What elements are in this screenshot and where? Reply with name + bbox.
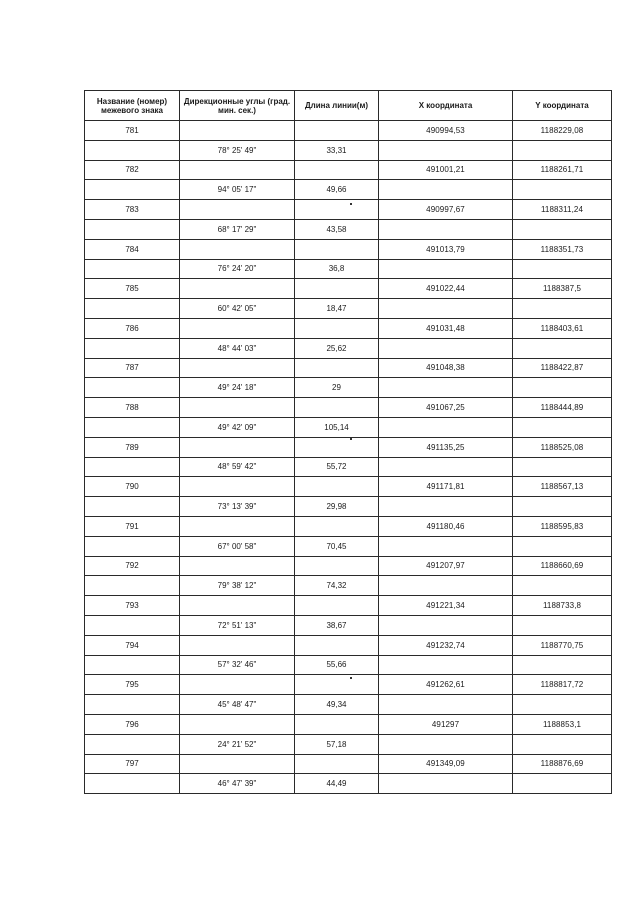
point-row bbox=[85, 754, 612, 774]
x-coordinate-cell: 491031,48 bbox=[379, 318, 513, 338]
point-name-cell bbox=[85, 378, 180, 398]
y-coordinate-cell: 1188660,69 bbox=[513, 556, 612, 576]
x-coordinate-cell: 491048,38 bbox=[379, 358, 513, 378]
angle-cell bbox=[180, 516, 295, 536]
header-angle: Дирекционные углы (град. мин. сек.) bbox=[180, 91, 295, 121]
scan-speck bbox=[350, 677, 352, 679]
angle-cell bbox=[180, 714, 295, 734]
point-name-cell bbox=[85, 576, 180, 596]
x-coordinate-cell bbox=[379, 774, 513, 794]
y-coordinate-cell bbox=[513, 378, 612, 398]
x-coordinate-cell bbox=[379, 576, 513, 596]
length-cell bbox=[295, 635, 379, 655]
angle-cell: 67° 00' 58" bbox=[180, 536, 295, 556]
point-name-cell: 781 bbox=[85, 121, 180, 141]
length-cell bbox=[295, 358, 379, 378]
point-name-cell bbox=[85, 774, 180, 794]
point-row bbox=[85, 516, 612, 536]
x-coordinate-cell bbox=[379, 417, 513, 437]
x-coordinate-cell bbox=[379, 655, 513, 675]
angle-cell bbox=[180, 437, 295, 457]
y-coordinate-cell: 1188422,87 bbox=[513, 358, 612, 378]
angle-cell: 46° 47' 39" bbox=[180, 774, 295, 794]
length-cell: 29,98 bbox=[295, 497, 379, 517]
angle-cell: 57° 32' 46" bbox=[180, 655, 295, 675]
y-coordinate-cell: 1188261,71 bbox=[513, 160, 612, 180]
line-row bbox=[85, 497, 612, 517]
point-name-cell bbox=[85, 299, 180, 319]
table-header-row bbox=[85, 91, 612, 121]
x-coordinate-cell bbox=[379, 457, 513, 477]
line-row bbox=[85, 219, 612, 239]
point-row bbox=[85, 279, 612, 299]
y-coordinate-cell: 1188525,08 bbox=[513, 437, 612, 457]
x-coordinate-cell bbox=[379, 497, 513, 517]
point-name-cell: 786 bbox=[85, 318, 180, 338]
length-cell: 36,8 bbox=[295, 259, 379, 279]
y-coordinate-cell: 1188229,08 bbox=[513, 121, 612, 141]
angle-cell: 76° 24' 20" bbox=[180, 259, 295, 279]
length-cell: 33,31 bbox=[295, 140, 379, 160]
length-cell bbox=[295, 279, 379, 299]
angle-cell bbox=[180, 200, 295, 220]
angle-cell bbox=[180, 477, 295, 497]
point-name-cell: 792 bbox=[85, 556, 180, 576]
point-row bbox=[85, 635, 612, 655]
length-cell bbox=[295, 596, 379, 616]
angle-cell bbox=[180, 754, 295, 774]
x-coordinate-cell: 491001,21 bbox=[379, 160, 513, 180]
angle-cell: 45° 48' 47" bbox=[180, 695, 295, 715]
point-name-cell: 784 bbox=[85, 239, 180, 259]
scan-speck bbox=[350, 438, 352, 440]
point-row bbox=[85, 318, 612, 338]
point-name-cell bbox=[85, 180, 180, 200]
x-coordinate-cell: 490997,67 bbox=[379, 200, 513, 220]
point-row bbox=[85, 714, 612, 734]
angle-cell: 78° 25' 49" bbox=[180, 140, 295, 160]
point-name-cell: 797 bbox=[85, 754, 180, 774]
x-coordinate-cell bbox=[379, 140, 513, 160]
angle-cell bbox=[180, 160, 295, 180]
y-coordinate-cell bbox=[513, 417, 612, 437]
y-coordinate-cell: 1188770,75 bbox=[513, 635, 612, 655]
angle-cell bbox=[180, 318, 295, 338]
angle-cell bbox=[180, 596, 295, 616]
y-coordinate-cell: 1188817,72 bbox=[513, 675, 612, 695]
x-coordinate-cell: 491221,34 bbox=[379, 596, 513, 616]
length-cell: 29 bbox=[295, 378, 379, 398]
length-cell: 49,34 bbox=[295, 695, 379, 715]
scan-speck bbox=[350, 203, 352, 205]
y-coordinate-cell: 1188403,61 bbox=[513, 318, 612, 338]
point-name-cell bbox=[85, 457, 180, 477]
y-coordinate-cell bbox=[513, 536, 612, 556]
y-coordinate-cell bbox=[513, 576, 612, 596]
x-coordinate-cell: 491207,97 bbox=[379, 556, 513, 576]
line-row bbox=[85, 259, 612, 279]
header-name: Название (номер) межевого знака bbox=[85, 91, 180, 121]
point-name-cell: 794 bbox=[85, 635, 180, 655]
length-cell: 105,14 bbox=[295, 417, 379, 437]
length-cell: 18,47 bbox=[295, 299, 379, 319]
point-name-cell: 793 bbox=[85, 596, 180, 616]
y-coordinate-cell bbox=[513, 615, 612, 635]
y-coordinate-cell bbox=[513, 655, 612, 675]
point-row bbox=[85, 477, 612, 497]
length-cell bbox=[295, 200, 379, 220]
point-row bbox=[85, 239, 612, 259]
length-cell bbox=[295, 318, 379, 338]
y-coordinate-cell bbox=[513, 734, 612, 754]
line-row bbox=[85, 655, 612, 675]
length-cell: 43,58 bbox=[295, 219, 379, 239]
x-coordinate-cell bbox=[379, 695, 513, 715]
x-coordinate-cell bbox=[379, 259, 513, 279]
point-name-cell: 785 bbox=[85, 279, 180, 299]
x-coordinate-cell: 491067,25 bbox=[379, 398, 513, 418]
point-name-cell: 783 bbox=[85, 200, 180, 220]
point-row bbox=[85, 437, 612, 457]
point-name-cell bbox=[85, 417, 180, 437]
length-cell: 44,49 bbox=[295, 774, 379, 794]
line-row bbox=[85, 457, 612, 477]
point-row bbox=[85, 160, 612, 180]
y-coordinate-cell: 1188853,1 bbox=[513, 714, 612, 734]
y-coordinate-cell bbox=[513, 299, 612, 319]
point-row bbox=[85, 358, 612, 378]
length-cell: 25,62 bbox=[295, 338, 379, 358]
angle-cell: 73° 13' 39" bbox=[180, 497, 295, 517]
angle-cell bbox=[180, 279, 295, 299]
x-coordinate-cell bbox=[379, 180, 513, 200]
x-coordinate-cell: 491171,81 bbox=[379, 477, 513, 497]
point-name-cell bbox=[85, 219, 180, 239]
line-row bbox=[85, 140, 612, 160]
angle-cell: 68° 17' 29" bbox=[180, 219, 295, 239]
point-name-cell bbox=[85, 615, 180, 635]
y-coordinate-cell bbox=[513, 338, 612, 358]
point-name-cell: 782 bbox=[85, 160, 180, 180]
line-row bbox=[85, 774, 612, 794]
boundary-points-table bbox=[84, 90, 612, 794]
length-cell bbox=[295, 437, 379, 457]
y-coordinate-cell bbox=[513, 219, 612, 239]
y-coordinate-cell bbox=[513, 259, 612, 279]
angle-cell bbox=[180, 358, 295, 378]
angle-cell bbox=[180, 556, 295, 576]
y-coordinate-cell: 1188876,69 bbox=[513, 754, 612, 774]
y-coordinate-cell bbox=[513, 774, 612, 794]
line-row bbox=[85, 734, 612, 754]
angle-cell bbox=[180, 675, 295, 695]
y-coordinate-cell: 1188595,83 bbox=[513, 516, 612, 536]
x-coordinate-cell: 491297 bbox=[379, 714, 513, 734]
x-coordinate-cell: 491022,44 bbox=[379, 279, 513, 299]
angle-cell: 48° 59' 42" bbox=[180, 457, 295, 477]
length-cell bbox=[295, 754, 379, 774]
y-coordinate-cell bbox=[513, 457, 612, 477]
point-row bbox=[85, 398, 612, 418]
angle-cell: 24° 21' 52" bbox=[180, 734, 295, 754]
point-row bbox=[85, 556, 612, 576]
x-coordinate-cell: 491180,46 bbox=[379, 516, 513, 536]
line-row bbox=[85, 576, 612, 596]
x-coordinate-cell bbox=[379, 219, 513, 239]
y-coordinate-cell bbox=[513, 497, 612, 517]
angle-cell: 79° 38' 12" bbox=[180, 576, 295, 596]
length-cell bbox=[295, 477, 379, 497]
point-name-cell bbox=[85, 338, 180, 358]
line-row bbox=[85, 695, 612, 715]
header-length: Длина линии(м) bbox=[295, 91, 379, 121]
angle-cell: 60° 42' 05" bbox=[180, 299, 295, 319]
point-name-cell bbox=[85, 536, 180, 556]
line-row bbox=[85, 378, 612, 398]
point-row bbox=[85, 596, 612, 616]
line-row bbox=[85, 417, 612, 437]
y-coordinate-cell: 1188311,24 bbox=[513, 200, 612, 220]
line-row bbox=[85, 536, 612, 556]
point-name-cell: 788 bbox=[85, 398, 180, 418]
point-name-cell bbox=[85, 140, 180, 160]
x-coordinate-cell: 490994,53 bbox=[379, 121, 513, 141]
length-cell: 49,66 bbox=[295, 180, 379, 200]
point-name-cell: 791 bbox=[85, 516, 180, 536]
length-cell bbox=[295, 675, 379, 695]
y-coordinate-cell: 1188444,89 bbox=[513, 398, 612, 418]
point-name-cell: 790 bbox=[85, 477, 180, 497]
y-coordinate-cell bbox=[513, 695, 612, 715]
length-cell bbox=[295, 239, 379, 259]
table-body bbox=[85, 121, 612, 794]
angle-cell bbox=[180, 239, 295, 259]
x-coordinate-cell: 491262,61 bbox=[379, 675, 513, 695]
length-cell: 57,18 bbox=[295, 734, 379, 754]
length-cell bbox=[295, 516, 379, 536]
line-row bbox=[85, 338, 612, 358]
y-coordinate-cell: 1188733,8 bbox=[513, 596, 612, 616]
y-coordinate-cell bbox=[513, 140, 612, 160]
point-name-cell bbox=[85, 734, 180, 754]
length-cell: 38,67 bbox=[295, 615, 379, 635]
document-page bbox=[84, 90, 611, 794]
angle-cell bbox=[180, 121, 295, 141]
point-name-cell: 789 bbox=[85, 437, 180, 457]
line-row bbox=[85, 180, 612, 200]
x-coordinate-cell bbox=[379, 615, 513, 635]
angle-cell bbox=[180, 398, 295, 418]
length-cell bbox=[295, 121, 379, 141]
x-coordinate-cell bbox=[379, 536, 513, 556]
point-row bbox=[85, 121, 612, 141]
point-name-cell: 795 bbox=[85, 675, 180, 695]
y-coordinate-cell: 1188351,73 bbox=[513, 239, 612, 259]
point-name-cell bbox=[85, 259, 180, 279]
y-coordinate-cell bbox=[513, 180, 612, 200]
point-row bbox=[85, 675, 612, 695]
length-cell: 55,66 bbox=[295, 655, 379, 675]
y-coordinate-cell: 1188387,5 bbox=[513, 279, 612, 299]
x-coordinate-cell: 491135,25 bbox=[379, 437, 513, 457]
x-coordinate-cell: 491232,74 bbox=[379, 635, 513, 655]
point-row bbox=[85, 200, 612, 220]
header-y: Y координата bbox=[513, 91, 612, 121]
angle-cell: 72° 51' 13" bbox=[180, 615, 295, 635]
length-cell bbox=[295, 398, 379, 418]
x-coordinate-cell: 491013,79 bbox=[379, 239, 513, 259]
angle-cell: 49° 24' 18" bbox=[180, 378, 295, 398]
point-name-cell bbox=[85, 497, 180, 517]
angle-cell: 48° 44' 03" bbox=[180, 338, 295, 358]
x-coordinate-cell bbox=[379, 338, 513, 358]
length-cell bbox=[295, 160, 379, 180]
length-cell: 70,45 bbox=[295, 536, 379, 556]
x-coordinate-cell: 491349,09 bbox=[379, 754, 513, 774]
x-coordinate-cell bbox=[379, 299, 513, 319]
point-name-cell: 787 bbox=[85, 358, 180, 378]
header-x: X координата bbox=[379, 91, 513, 121]
length-cell bbox=[295, 556, 379, 576]
x-coordinate-cell bbox=[379, 378, 513, 398]
line-row bbox=[85, 299, 612, 319]
point-name-cell bbox=[85, 695, 180, 715]
point-name-cell: 796 bbox=[85, 714, 180, 734]
length-cell bbox=[295, 714, 379, 734]
y-coordinate-cell: 1188567,13 bbox=[513, 477, 612, 497]
angle-cell: 94° 05' 17" bbox=[180, 180, 295, 200]
point-name-cell bbox=[85, 655, 180, 675]
angle-cell bbox=[180, 635, 295, 655]
angle-cell: 49° 42' 09" bbox=[180, 417, 295, 437]
length-cell: 55,72 bbox=[295, 457, 379, 477]
length-cell: 74,32 bbox=[295, 576, 379, 596]
line-row bbox=[85, 615, 612, 635]
x-coordinate-cell bbox=[379, 734, 513, 754]
